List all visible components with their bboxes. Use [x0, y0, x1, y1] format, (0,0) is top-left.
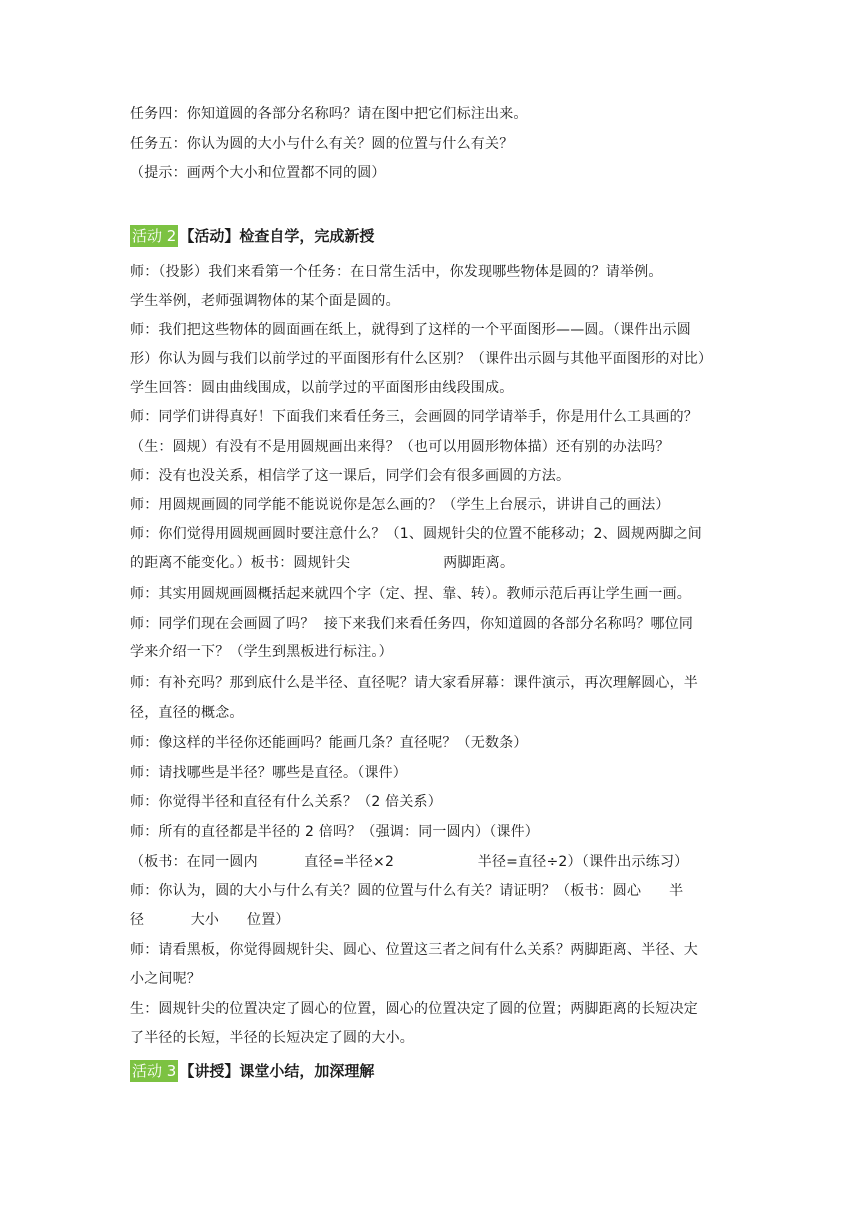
paragraph-line: 师：同学们现在会画圆了吗？ 接下来我们来看任务四，你知道圆的各部分名称吗？哪位同	[130, 616, 694, 632]
hint-text: （提示：画两个大小和位置都不同的圆）	[130, 165, 386, 181]
paragraph-line: 师：同学们讲得真好！下面我们来看任务三，会画圆的同学请举手，你是用什么工具画的？	[130, 409, 698, 425]
task-five-text: 任务五：你认为圆的大小与什么有关？圆的位置与什么有关？	[130, 136, 514, 152]
paragraph-line: 学来介绍一下？（学生到黑板进行标注。）	[130, 644, 393, 660]
paragraph-line: 生：圆规针尖的位置决定了圆心的位置，圆心的位置决定了圆的位置；两脚距离的长短决定	[130, 1001, 698, 1017]
paragraph-line: 学生回答：圆由曲线围成，以前学过的平面图形由线段围成。	[130, 380, 514, 396]
paragraph-line: 师：请看黑板，你觉得圆规针尖、圆心、位置这三者之间有什么关系？两脚距离、半径、大	[130, 942, 698, 958]
activity-2-title: 【活动】检查自学，完成新授	[179, 227, 375, 245]
paragraph-line: 师：你们觉得用圆规画圆时要注意什么？（1、圆规针尖的位置不能移动；2、圆规两脚之间	[130, 526, 703, 542]
paragraph-line: 小之间呢？	[130, 971, 201, 987]
paragraph-line: 师：用圆规画圆的同学能不能说说你是怎么画的？（学生上台展示，讲讲自己的画法）	[130, 497, 670, 513]
task-four-text: 任务四：你知道圆的各部分名称吗？请在图中把它们标注出来。	[130, 106, 528, 122]
paragraph-line: （生：圆规）有没有不是用圆规画出来得？（也可以用圆形物体描）还有别的办法吗？	[130, 439, 670, 455]
paragraph-line: 师：没有也没关系，相信学了这一课后，同学们会有很多画圆的方法。	[130, 468, 571, 484]
paragraph-line: 师：请找哪些是半径？哪些是直径。（课件）	[130, 765, 407, 781]
paragraph-line: 径 大小 位置）	[130, 912, 290, 928]
paragraph-line: 的距离不能变化。）板书：圆规针尖 两脚距离。	[130, 555, 515, 571]
activity-3-title: 【讲授】课堂小结，加深理解	[179, 1062, 375, 1080]
paragraph-line: 学生举例，老师强调物体的某个面是圆的。	[130, 293, 400, 309]
activity-2-tag: 活动 2	[132, 227, 177, 245]
paragraph-line: 师：其实用圆规画圆概括起来就四个字（定、捏、靠、转）。教师示范后再让学生画一画。	[130, 586, 691, 602]
paragraph-line: 师：像这样的半径你还能画吗？能画几条？直径呢？（无数条）	[130, 735, 528, 751]
paragraph-line: 师：有补充吗？那到底什么是半径、直径呢？请大家看屏幕：课件演示，再次理解圆心，半	[130, 675, 698, 691]
paragraph-line: 师：你觉得半径和直径有什么关系？（2 倍关系）	[130, 794, 442, 810]
paragraph-line: 师：所有的直径都是半径的 2 倍吗？（强调：同一圆内）（课件）	[130, 824, 540, 840]
paragraph-line: 师：（投影）我们来看第一个任务：在日常生活中，你发现哪些物体是圆的？请举例。	[130, 264, 663, 280]
paragraph-line: 师：我们把这些物体的圆面画在纸上，就得到了这样的一个平面图形——圆。（课件出示圆	[130, 322, 691, 338]
paragraph-line: 师：你认为，圆的大小与什么有关？圆的位置与什么有关？请证明？（板书：圆心 半	[130, 883, 684, 899]
activity-2-heading	[130, 225, 374, 247]
activity-3-heading	[130, 1060, 374, 1082]
paragraph-line: 形）你认为圆与我们以前学过的平面图形有什么区别？（课件出示圆与其他平面图形的对比）	[130, 351, 713, 367]
paragraph-line: （板书：在同一圆内 直径=半径×2 半径=直径÷2）（课件出示练习）	[130, 854, 689, 870]
paragraph-line: 了半径的长短，半径的长短决定了圆的大小。	[130, 1030, 414, 1046]
paragraph-line: 径，直径的概念。	[130, 705, 244, 721]
activity-3-tag: 活动 3	[132, 1062, 177, 1080]
